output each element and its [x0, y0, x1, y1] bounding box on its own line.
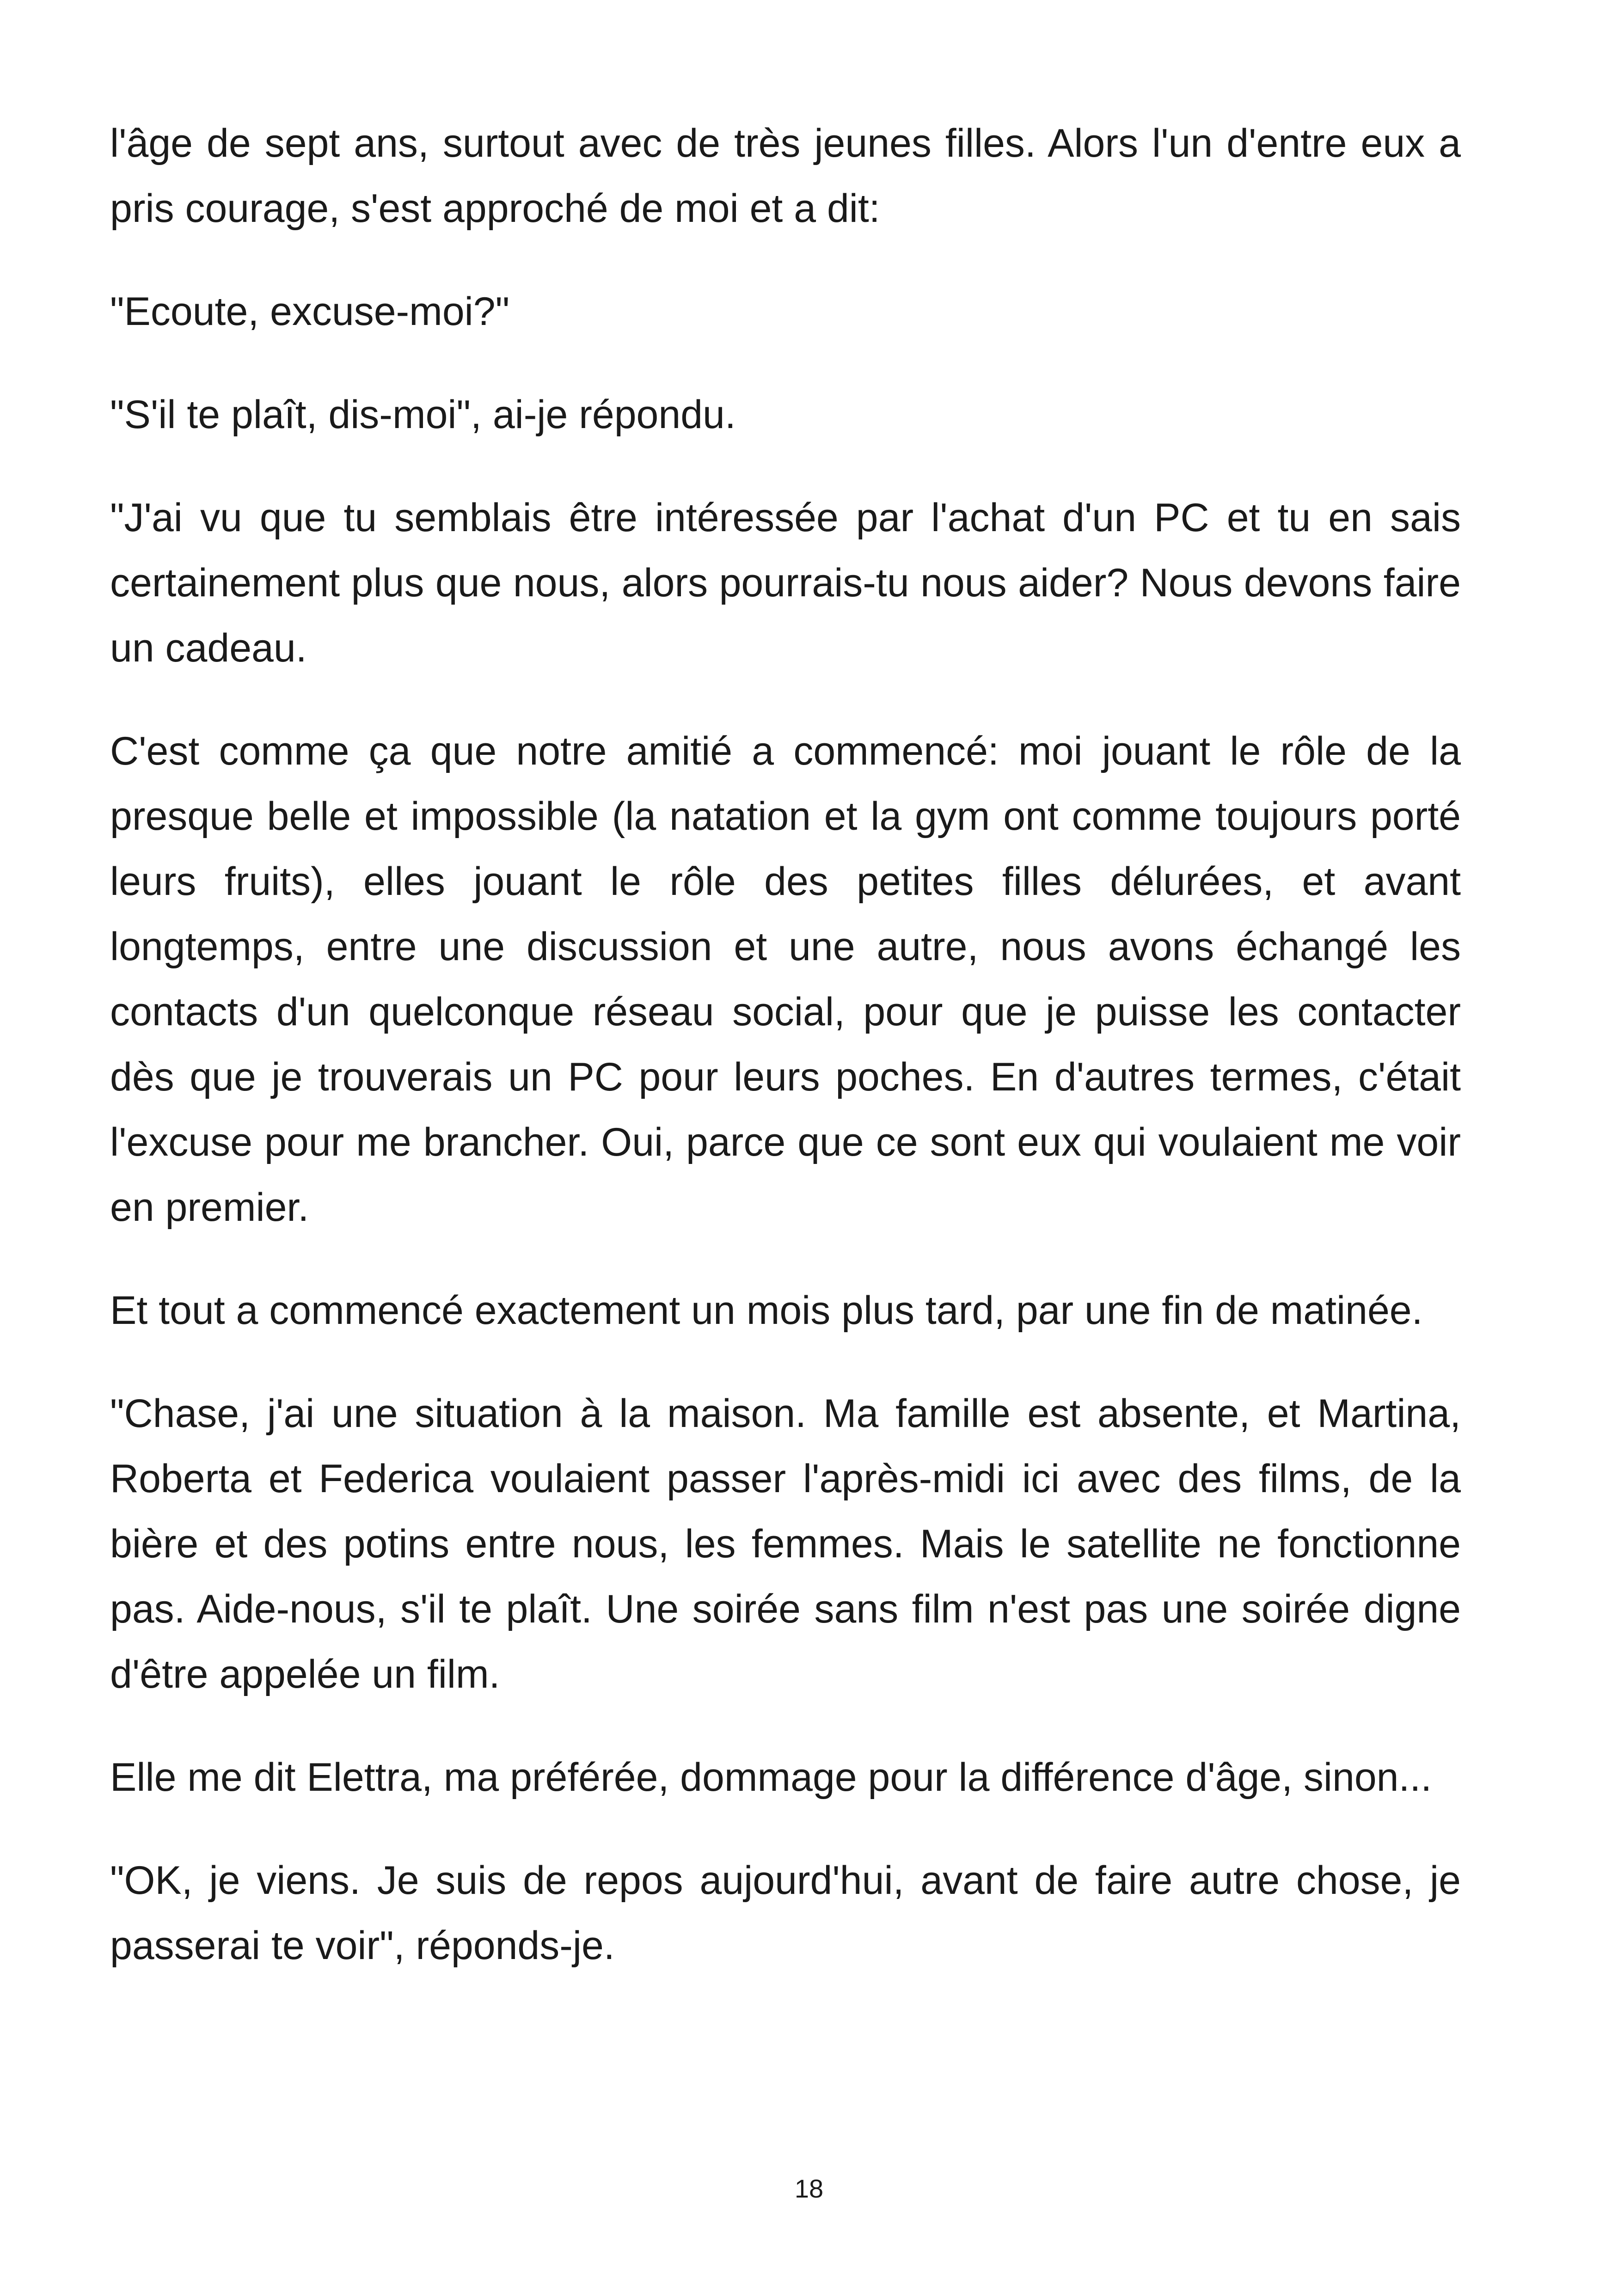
paragraph: "J'ai vu que tu semblais être intéressée par l'achat d'un PC et tu en sais certainement plus que nous, alors pourrais-tu nous aider? Nous devons faire un cadeau.	[110, 496, 1461, 670]
paragraph: l'âge de sept ans, surtout avec de très jeunes filles. Alors l'un d'entre eux a pris courage, s'est approché de moi et a dit:	[110, 121, 1461, 231]
paragraph: "Ecoute, excuse-moi?"	[110, 289, 510, 334]
body-text	[110, 111, 1461, 2016]
paragraph: C'est comme ça que notre amitié a commencé: moi jouant le rôle de la presque belle et impossible (la natation et la gym ont comme toujours porté leurs fruits), elles jouant le rôle des petites filles délurées, et avant longtemps, entre une discussion et une autre, nous avons échangé les contacts d'un quelconque réseau social, pour que je puisse les contacter dès que je trouverais un PC pour leurs poches. En d'autres termes, c'était l'excuse pour me brancher. Oui, parce que ce sont eux qui voulaient me voir en premier.	[110, 729, 1461, 1230]
paragraph: "Chase, j'ai une situation à la maison. Ma famille est absente, et Martina, Roberta et Federica voulaient passer l'après-midi ici avec des films, de la bière et des potins entre nous, les femmes. Mais le satellite ne fonctionne pas. Aide-nous, s'il te plaît. Une soirée sans film n'est pas une soirée digne d'être appelée un film.	[110, 1391, 1461, 1696]
page-number: 18	[794, 2174, 824, 2203]
paragraph: "OK, je viens. Je suis de repos aujourd'hui, avant de faire autre chose, je passerai te voir", réponds-je.	[110, 1858, 1461, 1968]
paragraph: Et tout a commencé exactement un mois plus tard, par une fin de matinée.	[110, 1288, 1423, 1333]
paragraph: "S'il te plaît, dis-moi", ai-je répondu.	[110, 392, 736, 437]
paragraph: Elle me dit Elettra, ma préférée, dommage pour la différence d'âge, sinon...	[110, 1755, 1432, 1800]
